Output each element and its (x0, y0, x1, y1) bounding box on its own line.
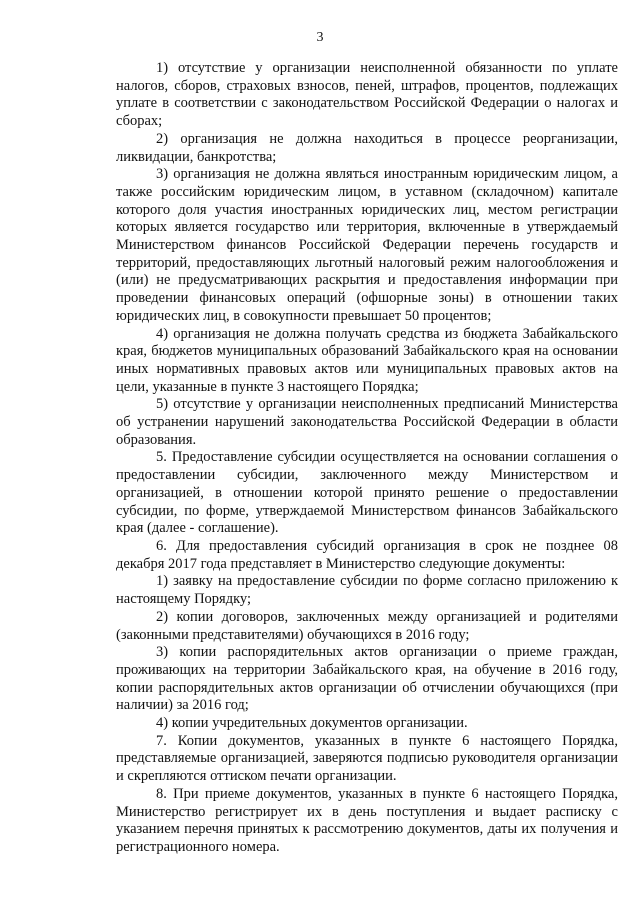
paragraph-section-6: 6. Для предоставления субсидий организация в срок не позднее 08 декабря 2017 года представляет в Министерство следующие документы: (116, 537, 618, 572)
paragraph-condition-1: 1) отсутствие у организации неисполненной обязанности по уплате налогов, сборов, страховых взносов, пеней, штрафов, процентов, подлежащих уплате в соответствии с законодательством Российской Федерации о налогах и сборах; (116, 60, 618, 130)
paragraph-section-5: 5. Предоставление субсидии осуществляется на основании соглашения о предоставлении субсидии, заключенного между Министерством и организацией, в отношении которой принято решение о предоставлении субсидии, по форме, утверждаемой Министерством финансов Забайкальского края (далее - соглашение). (116, 449, 618, 537)
paragraph-document-1: 1) заявку на предоставление субсидии по форме согласно приложению к настоящему Порядку; (116, 573, 618, 608)
paragraph-condition-2: 2) организация не должна находиться в процессе реорганизации, ликвидации, банкротства; (116, 130, 618, 165)
paragraph-document-3: 3) копии распорядительных актов организации о приеме граждан, проживающих на территории Забайкальского края, на обучение в 2016 году, копии распорядительных актов организации об отчислении обучающихся (при наличии) за 2016 год; (116, 644, 618, 714)
paragraph-condition-4: 4) организация не должна получать средства из бюджета Забайкальского края, бюджетов муниципальных образований Забайкальского края на основании иных нормативных правовых актов или муниципальных правовых актов на цели, указанные в пункте 3 настоящего Порядка; (116, 325, 618, 395)
paragraph-section-8: 8. При приеме документов, указанных в пункте 6 настоящего Порядка, Министерство регистрирует их в день поступления и выдает расписку с указанием перечня принятых к рассмотрению документов, даты их получения и регистрационного номера. (116, 785, 618, 855)
paragraph-condition-5: 5) отсутствие у организации неисполненных предписаний Министерства об устранении нарушений законодательства Российской Федерации в области образования. (116, 396, 618, 448)
page-number: 3 (316, 30, 324, 45)
paragraph-document-4: 4) копии учредительных документов организации. (156, 715, 468, 732)
paragraph-condition-3: 3) организация не должна являться иностранным юридическим лицом, а также российским юридическим лицом, в уставном (складочном) капитале которого доля участия иностранных юридических лиц, местом регистрации которых является государство или территория, включенные в утверждаемый Министерством финансов Российской Федерации перечень государств и территорий, предоставляющих льготный налоговый режим налогообложения и (или) не предусматривающих раскрытия и предоставления информации при проведении финансовых операций (офшорные зоны) в отношении таких юридических лиц, в совокупности превышает 50 процентов; (116, 166, 618, 324)
paragraph-section-7: 7. Копии документов, указанных в пункте 6 настоящего Порядка, представляемые организацией, заверяются подписью руководителя организации и скрепляются оттиском печати организации. (116, 732, 618, 785)
paragraph-document-2: 2) копии договоров, заключенных между организацией и родителями (законными представителями) обучающихся в 2016 году; (116, 608, 618, 643)
document-body (116, 60, 618, 857)
